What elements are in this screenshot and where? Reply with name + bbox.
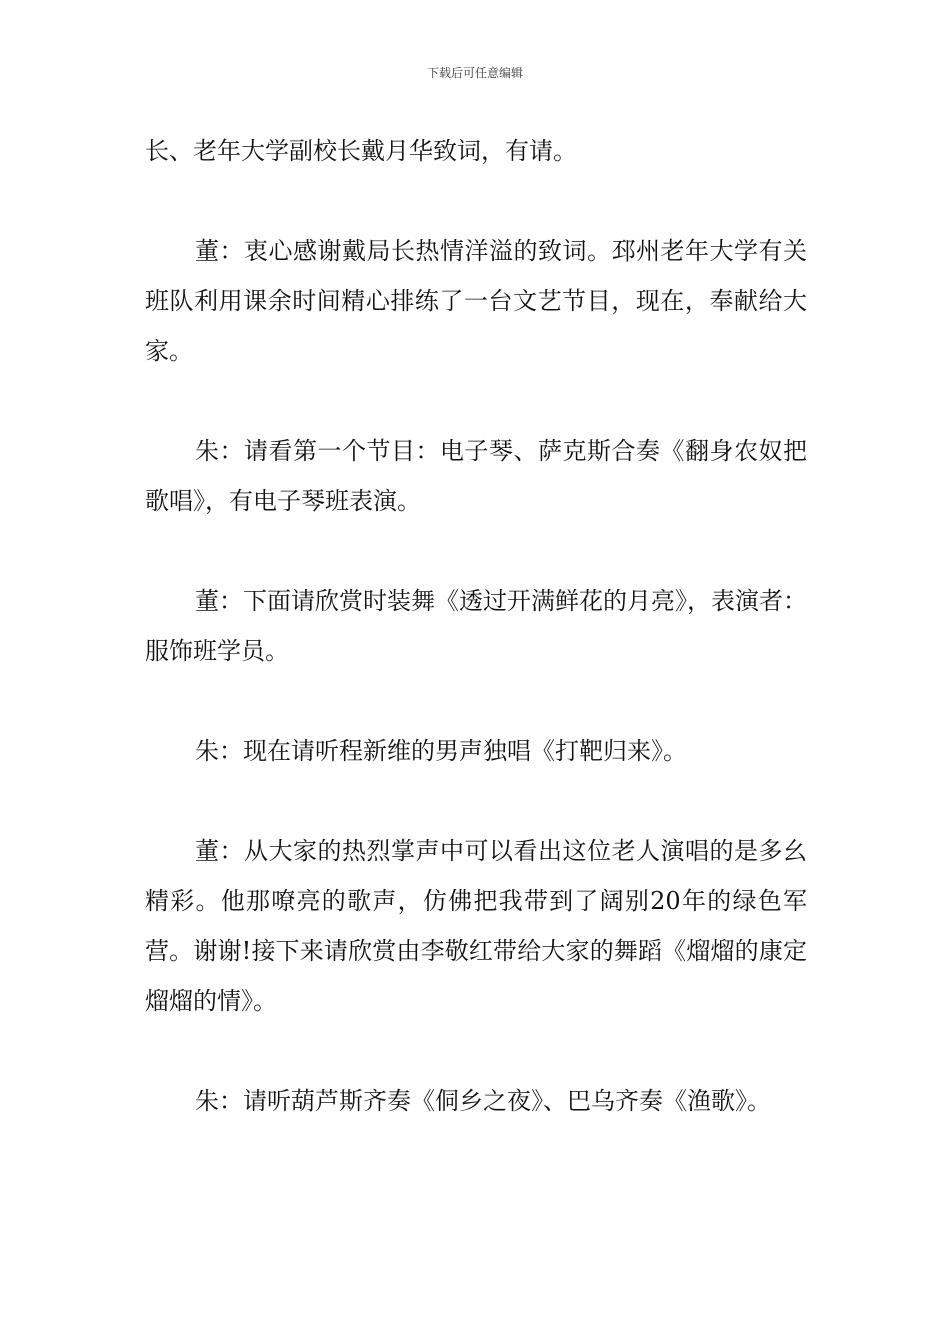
document-body [145,126,807,1126]
paragraph-gap [145,676,807,726]
paragraph-dong-thanks: 董：衷心感谢戴局长热情洋溢的致词。邳州老年大学有关班队利用课余时间精心排练了一台文艺节目，现在，奉献给大家。 [145,237,807,365]
paragraph-gap [145,1026,807,1076]
paragraph-dong-fashion-dance: 董：下面请欣赏时装舞《透过开满鲜花的月亮》，表演者：服饰班学员。 [145,587,807,665]
paragraph-gap [145,376,807,426]
paragraph-dong-applause: 董：从大家的热烈掌声中可以看出这位老人演唱的是多幺精彩。他那嘹亮的歌声，仿佛把我带到了阔别20年的绿色军营。谢谢!接下来请欣赏由李敬红带给大家的舞蹈《熘熘的康定熘熘的情》。 [145,837,807,1015]
paragraph-continuation: 长、老年大学副校长戴月华致词，有请。 [145,137,577,165]
paragraph-zhu-ensemble: 朱：请听葫芦斯齐奏《侗乡之夜》、巴乌齐奏《渔歌》。 [195,1087,771,1115]
paragraph-gap [145,776,807,826]
paragraph-zhu-first-program: 朱：请看第一个节目：电子琴、萨克斯合奏《翻身农奴把歌唱》，有电子琴班表演。 [145,437,807,515]
page-header-note: 下载后可任意编辑 [426,66,523,80]
paragraph-gap [145,176,807,226]
paragraph-gap [145,526,807,576]
paragraph-zhu-solo: 朱：现在请听程新维的男声独唱《打靶归来》。 [195,737,687,765]
